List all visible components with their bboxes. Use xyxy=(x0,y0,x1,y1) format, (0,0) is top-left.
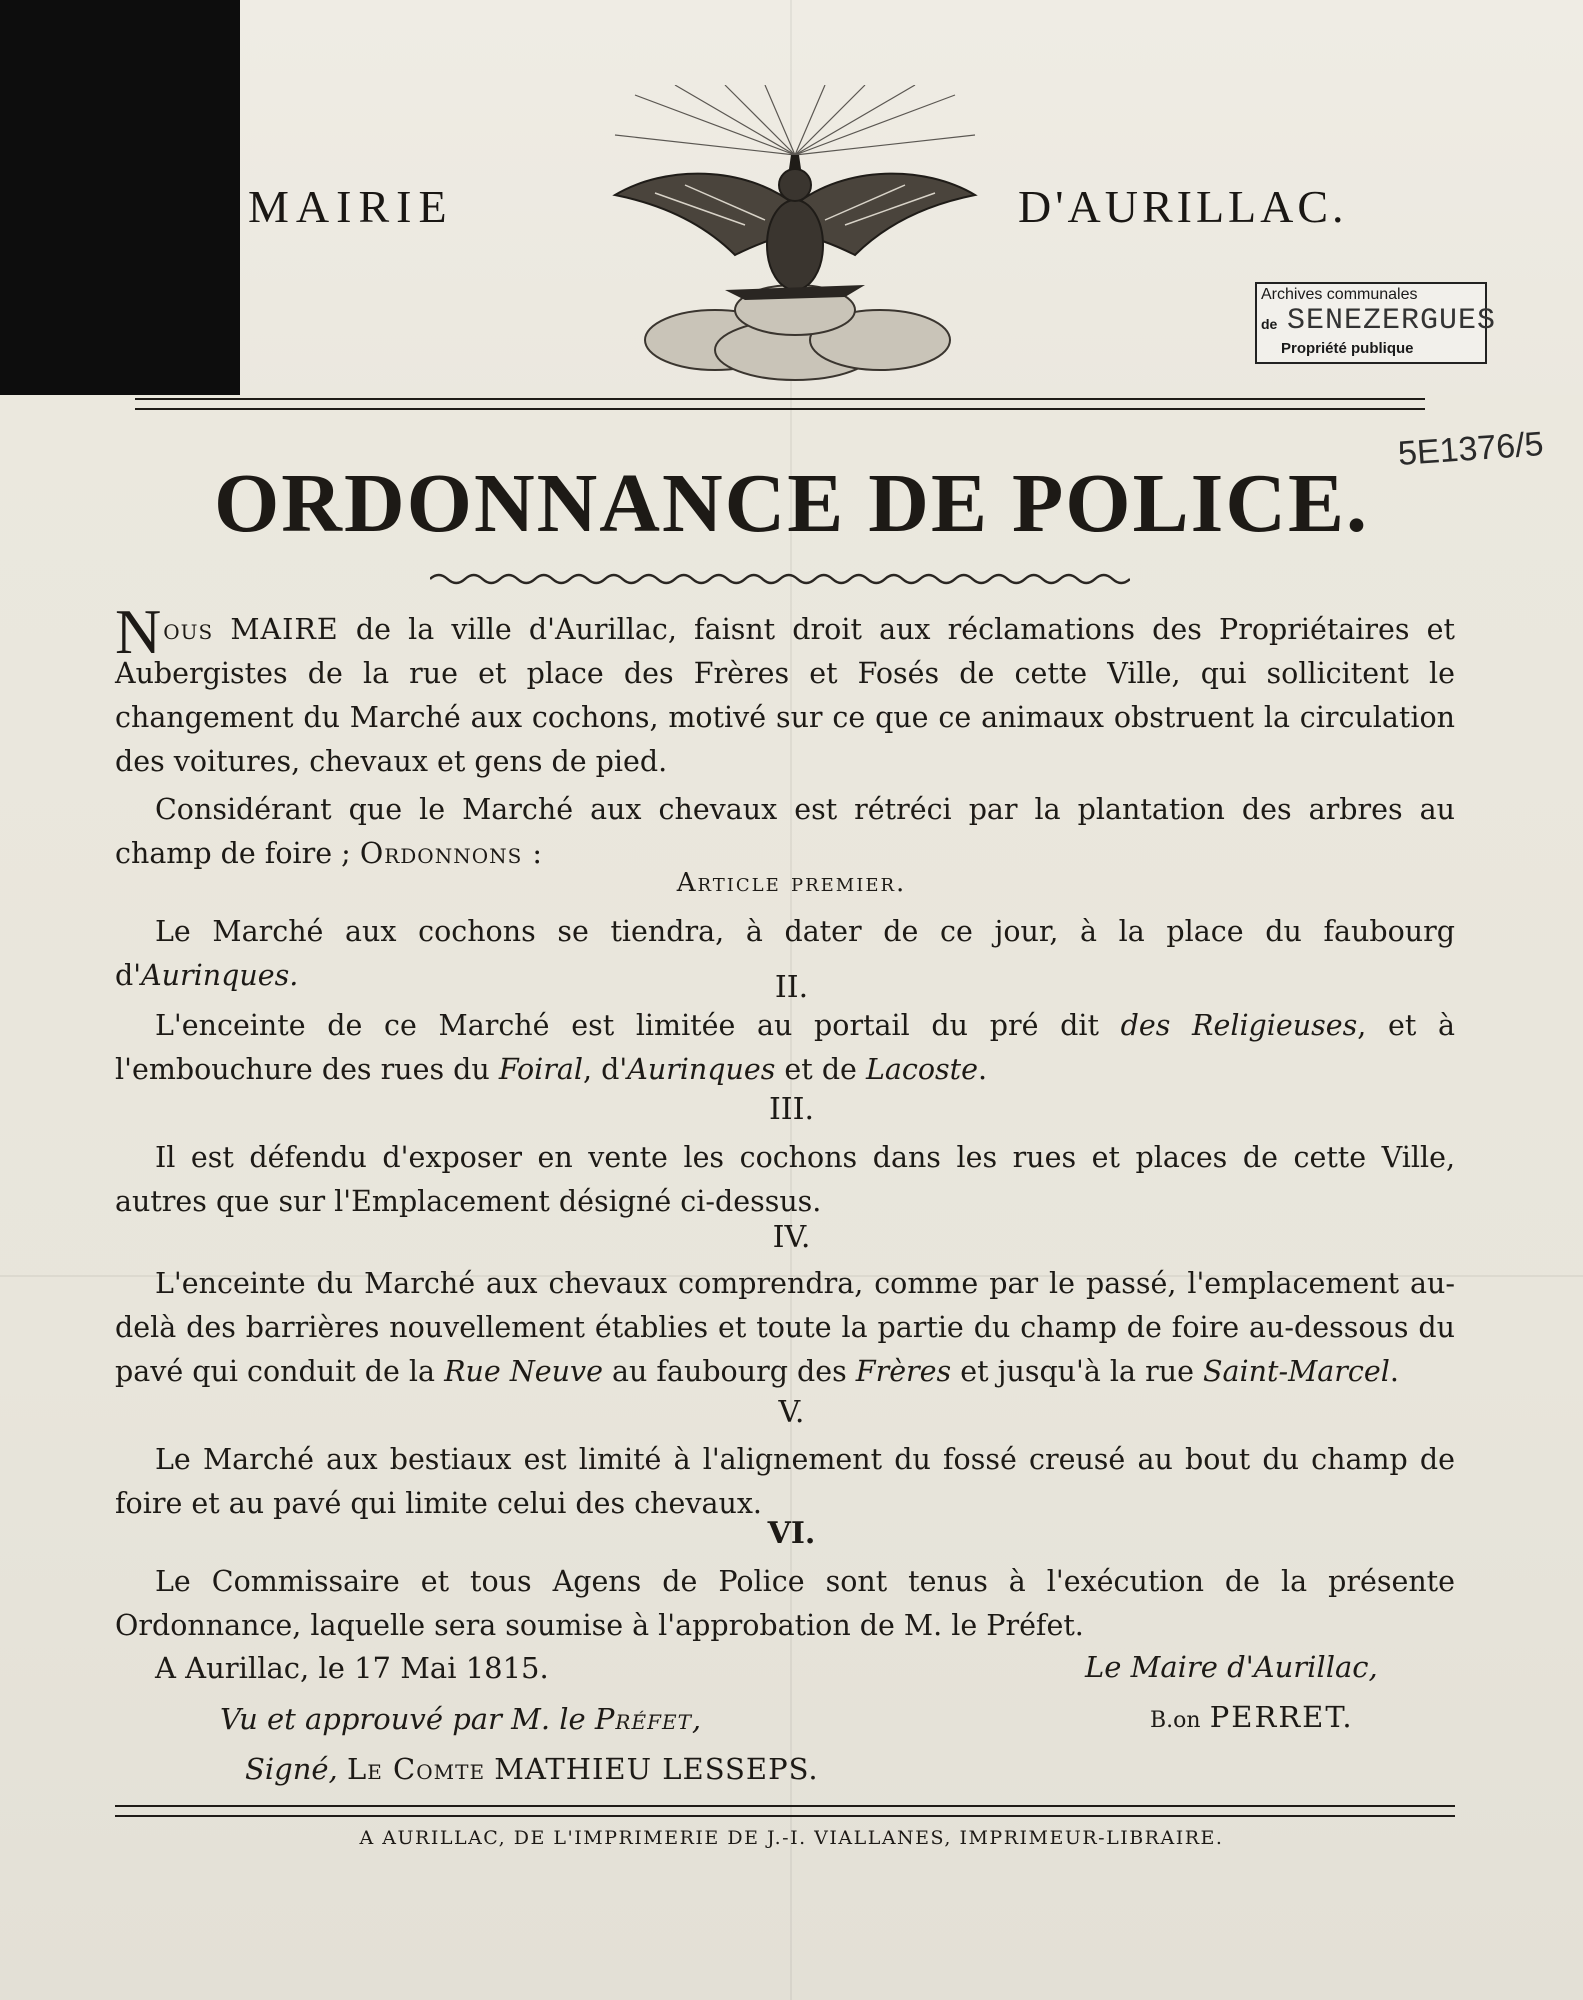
article-4-italic-a: Rue Neuve xyxy=(444,1355,603,1388)
article-2-text-d: et de xyxy=(775,1053,866,1086)
article-2-italic-a: des Religieuses xyxy=(1120,1009,1358,1042)
article-heading-1: Article premier. xyxy=(676,868,907,898)
article-2-text-e: . xyxy=(977,1053,988,1086)
article-text-5: Le Marché aux bestiaux est limité à l'alignement du fossé creusé au bout du champ de foire et au pavé qui limite celui des chevaux. xyxy=(115,1443,1455,1520)
maire-signature xyxy=(1150,1700,1354,1734)
maire-name-prefix: B.on xyxy=(1150,1708,1201,1733)
preamble-text: de la ville d'Aurillac, faisnt droit aux réclamations des Propriétaires et Aubergistes de la rue et place des Frères et Fosés de cette Ville, qui sollicitent le changement du Marché aux cochons, motivé sur ce que ce animaux obstruent la circulation des voitures, chevaux et gens de pied. xyxy=(115,613,1456,778)
comte-label: Le Comte xyxy=(346,1752,486,1786)
article-heading-6: VI. xyxy=(767,1516,816,1551)
prefet-approval xyxy=(220,1702,702,1736)
imperial-eagle-icon xyxy=(595,85,995,385)
article-4-text-b: au faubourg des xyxy=(602,1355,856,1388)
article-2-italic-d: Lacoste xyxy=(865,1053,978,1086)
bottom-double-rule xyxy=(115,1805,1455,1817)
preamble-paragraph xyxy=(115,596,1456,784)
preamble-lead: ous xyxy=(163,613,214,646)
signe-label: Signé, xyxy=(245,1752,338,1786)
article-heading-3: III. xyxy=(768,1092,815,1127)
article-4-italic-c: Saint-Marcel xyxy=(1203,1355,1390,1388)
considerant-paragraph xyxy=(115,788,1455,876)
article-text-6: Le Commissaire et tous Agens de Police sont tenus à l'exécution de la présente Ordonnance, laquelle sera soumise à l'approbation de M. le Préfet. xyxy=(115,1565,1455,1642)
archive-stamp-prefix: de xyxy=(1261,316,1278,332)
article-4-text-c: et jusqu'à la rue xyxy=(951,1355,1203,1388)
article-text-3: Il est défendu d'exposer en vente les cochons dans les rues et places de cette Ville, autres que sur l'Emplacement désigné ci-dessus. xyxy=(115,1141,1455,1218)
archive-stamp-commune: SENEZERGUES xyxy=(1287,304,1497,338)
article-2-text-b: , et à l'embouchure des rues du xyxy=(115,1009,1455,1086)
dropcap-letter: N xyxy=(115,596,162,667)
considerant-text: Considérant que le Marché aux chevaux est rétréci par la plantation des arbres au champ de foire ; xyxy=(115,793,1455,870)
ordonnons-label: Ordonnons : xyxy=(359,837,543,870)
header-mairie: MAIRIE xyxy=(248,181,454,232)
archive-stamp-line1: Archives communales xyxy=(1261,286,1418,303)
article-1-text: Le Marché aux cochons se tiendra, à dater de ce jour, à la place du faubourg d' xyxy=(115,915,1455,992)
archive-stamp-line3: Propriété publique xyxy=(1281,340,1414,357)
article-2-text-a: L'enceinte de ce Marché est limitée au portail du pré dit xyxy=(155,1009,1121,1042)
maire-name: PERRET. xyxy=(1209,1700,1354,1734)
preamble-maire: MAIRE xyxy=(230,613,339,646)
article-heading-2: II. xyxy=(774,970,809,1005)
article-heading-4: IV. xyxy=(772,1220,811,1255)
top-double-rule xyxy=(135,398,1425,410)
article-4-italic-b: Frères xyxy=(855,1355,952,1388)
article-2-text-c: , d' xyxy=(583,1053,628,1086)
archive-stamp xyxy=(1255,282,1497,364)
comte-name: MATHIEU LESSEPS. xyxy=(494,1752,819,1786)
article-2-italic-c: Aurinques xyxy=(627,1053,776,1086)
comte-signature xyxy=(245,1752,819,1786)
article-text-4 xyxy=(115,1262,1455,1394)
wavy-divider xyxy=(430,568,1130,590)
prefet-approval-text: Vu et approuvé par M. le xyxy=(220,1702,586,1736)
archive-cote: 5E1376/5 xyxy=(1396,424,1545,474)
maire-title: Le Maire d'Aurillac, xyxy=(1085,1650,1378,1684)
article-text-2 xyxy=(115,1004,1455,1092)
article-4-text-a: L'enceinte du Marché aux chevaux comprendra, comme par le passé, l'emplacement au-delà des barrières nouvellement établies et toute la partie du champ de foire au-dessous du pavé qui conduit de la xyxy=(115,1267,1455,1388)
signing-date: A Aurillac, le 17 Mai 1815. xyxy=(155,1651,549,1685)
document-title: ORDONNANCE DE POLICE. xyxy=(213,457,1370,550)
article-1-italic: Aurinques. xyxy=(141,959,299,992)
header-aurillac: D'AURILLAC. xyxy=(1018,181,1348,232)
article-4-text-d: . xyxy=(1389,1355,1399,1388)
prefet-label: Préfet, xyxy=(594,1702,703,1736)
printer-footer: A AURILLAC, DE L'IMPRIMERIE DE J.-I. VIALLANES, IMPRIMEUR-LIBRAIRE. xyxy=(359,1827,1224,1849)
article-heading-5: V. xyxy=(778,1395,805,1430)
article-2-italic-b: Foiral xyxy=(498,1053,584,1086)
